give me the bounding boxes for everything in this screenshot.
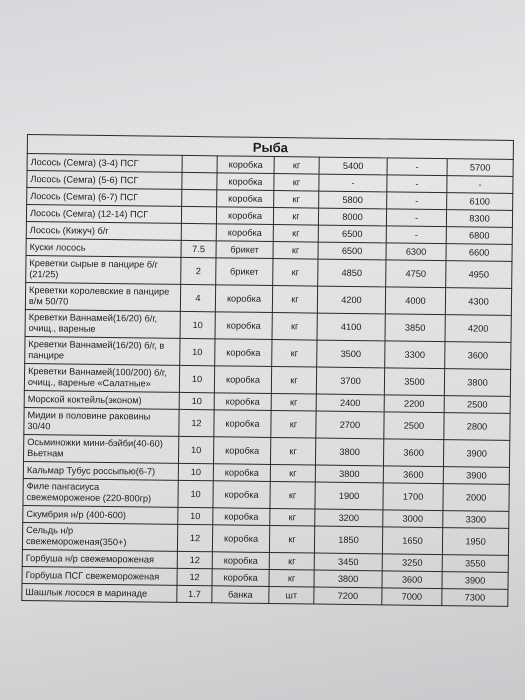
unit-cell: кг: [270, 481, 315, 509]
price-2-cell: 3600: [382, 571, 442, 589]
price-2-cell: 1700: [383, 483, 443, 511]
weight-cell: 10: [178, 436, 213, 463]
packaging-cell: коробка: [213, 464, 270, 482]
price-3-cell: 2800: [444, 413, 510, 441]
unit-cell: кг: [273, 225, 318, 243]
product-name-cell: Лосось (Семга) (12-14) ПСГ: [26, 205, 181, 224]
price-3-cell: -: [447, 176, 513, 194]
weight-cell: 10: [180, 311, 215, 338]
packaging-cell: коробка: [214, 410, 271, 438]
weight-cell: [182, 172, 217, 189]
price-2-cell: -: [386, 226, 446, 244]
unit-cell: кг: [269, 552, 314, 570]
weight-cell: 10: [180, 338, 215, 365]
packaging-cell: коробка: [217, 173, 274, 191]
packaging-cell: коробка: [213, 508, 270, 526]
price-3-cell: 1950: [442, 528, 508, 556]
price-1-cell: -: [319, 174, 387, 192]
unit-cell: кг: [272, 340, 317, 368]
price-1-cell: 3800: [314, 570, 382, 588]
price-3-cell: 4200: [445, 315, 511, 343]
unit-cell: кг: [271, 367, 316, 395]
product-name-cell: Филе пангасиуса свежемороженое (220-800гр): [23, 478, 178, 507]
price-2-cell: -: [387, 158, 447, 176]
price-3-cell: 3900: [442, 572, 508, 590]
price-3-cell: 2000: [443, 484, 509, 512]
product-name-cell: Шашлык лосося в маринаде: [22, 583, 177, 602]
weight-cell: 12: [179, 409, 214, 436]
unit-cell: кг: [271, 394, 316, 412]
product-name-cell: Куски лосось: [26, 238, 181, 257]
product-name-cell: Кальмар Тубус россыпью(6-7): [23, 461, 178, 480]
price-2-cell: 4000: [385, 287, 445, 315]
packaging-cell: коробка: [212, 552, 269, 570]
price-2-cell: 3600: [383, 466, 443, 484]
price-3-cell: 3900: [443, 467, 509, 485]
product-name-cell: Сельдь н/р свежемороженая(350+): [22, 522, 177, 551]
price-1-cell: 3800: [315, 438, 383, 466]
packaging-cell: коробка: [215, 339, 272, 367]
price-2-cell: -: [387, 175, 447, 193]
packaging-cell: коробка: [214, 393, 271, 411]
price-3-cell: 6100: [447, 193, 513, 211]
product-name-cell: Мидии в половине раковины 30/40: [24, 407, 179, 436]
weight-cell: 1.7: [177, 585, 212, 602]
packaging-cell: брикет: [216, 258, 273, 286]
price-3-cell: 4950: [446, 261, 512, 289]
packaging-cell: коробка: [217, 190, 274, 208]
price-1-cell: 3450: [314, 553, 382, 571]
price-3-cell: 5700: [447, 159, 513, 177]
unit-cell: кг: [273, 242, 318, 260]
unit-cell: кг: [270, 464, 315, 482]
table-title: Рыба: [27, 135, 513, 160]
price-1-cell: 1850: [314, 526, 382, 554]
packaging-cell: коробка: [216, 224, 273, 242]
product-name-cell: Скумбрия н/р (400-600): [23, 505, 178, 524]
packaging-cell: коробка: [215, 285, 272, 313]
price-1-cell: 3800: [315, 465, 383, 483]
unit-cell: кг: [270, 438, 315, 466]
weight-cell: [182, 189, 217, 206]
unit-cell: шт: [269, 586, 314, 604]
price-1-cell: 1900: [315, 482, 383, 510]
price-1-cell: 3500: [317, 340, 385, 368]
price-2-cell: 7000: [382, 588, 442, 606]
price-1-cell: 4200: [317, 286, 385, 314]
weight-cell: 4: [180, 284, 215, 311]
packaging-cell: коробка: [213, 437, 270, 465]
price-3-cell: 8300: [446, 210, 512, 228]
price-table-wrapper: [21, 134, 513, 607]
price-3-cell: 3600: [445, 342, 511, 370]
price-3-cell: 3550: [442, 555, 508, 573]
price-1-cell: 4850: [318, 259, 386, 287]
price-2-cell: 3500: [384, 368, 444, 396]
price-2-cell: 3600: [383, 439, 443, 467]
price-2-cell: -: [387, 192, 447, 210]
unit-cell: кг: [274, 174, 319, 192]
price-2-cell: 3250: [382, 554, 442, 572]
weight-cell: 10: [179, 392, 214, 409]
weight-cell: 10: [178, 463, 213, 480]
product-name-cell: Лосось (Семга) (3-4) ПСГ: [27, 154, 182, 173]
weight-cell: [181, 223, 216, 240]
packaging-cell: коробка: [217, 156, 274, 174]
packaging-cell: брикет: [216, 241, 273, 259]
product-name-cell: Морской коктейль(эконом): [24, 390, 179, 409]
price-1-cell: 2400: [316, 394, 384, 412]
price-1-cell: 3200: [315, 509, 383, 527]
price-2-cell: 2200: [384, 395, 444, 413]
packaging-cell: коробка: [212, 569, 269, 587]
weight-cell: 10: [178, 507, 213, 524]
weight-cell: 10: [179, 365, 214, 392]
price-2-cell: 6300: [386, 243, 446, 261]
price-1-cell: 8000: [318, 208, 386, 226]
product-name-cell: Креветки сырые в панцире б/г (21/25): [26, 255, 181, 284]
unit-cell: кг: [274, 191, 319, 209]
unit-cell: кг: [273, 259, 318, 287]
weight-cell: 7.5: [181, 240, 216, 257]
product-name-cell: Креветки Ваннамей(16/20) б/г, очищ., вареные: [25, 309, 180, 338]
product-name-cell: Горбуша н/р свежемороженая: [22, 549, 177, 568]
price-2-cell: 1650: [382, 527, 442, 555]
unit-cell: кг: [272, 286, 317, 314]
weight-cell: 10: [178, 480, 213, 507]
product-name-cell: Лосось (Семга) (5-6) ПСГ: [27, 171, 182, 190]
product-name-cell: Лосось (Кижуч) б/г: [26, 221, 181, 240]
price-1-cell: 6500: [318, 242, 386, 260]
weight-cell: [181, 206, 216, 223]
weight-cell: 12: [177, 568, 212, 585]
unit-cell: кг: [272, 313, 317, 341]
unit-cell: кг: [269, 569, 314, 587]
price-3-cell: 3300: [443, 511, 509, 529]
product-name-cell: Креветки королевские в панцире в/м 50/70: [25, 282, 180, 311]
packaging-cell: коробка: [213, 481, 270, 509]
price-3-cell: 3800: [444, 369, 510, 397]
unit-cell: кг: [270, 508, 315, 526]
packaging-cell: коробка: [215, 312, 272, 340]
price-2-cell: 3000: [383, 510, 443, 528]
price-1-cell: 7200: [314, 587, 382, 605]
price-2-cell: 2500: [384, 412, 444, 440]
packaging-cell: коробка: [216, 207, 273, 225]
weight-cell: 12: [177, 524, 212, 551]
product-name-cell: Креветки Ваннамей(16/20) б/г, в панцире: [25, 336, 180, 365]
price-2-cell: 3850: [385, 314, 445, 342]
price-3-cell: 4300: [445, 288, 511, 316]
weight-cell: 2: [181, 257, 216, 284]
price-3-cell: 3900: [443, 440, 509, 468]
unit-cell: кг: [274, 157, 319, 175]
table-body: [22, 154, 513, 607]
product-name-cell: Горбуша ПСГ свежемороженая: [22, 566, 177, 585]
weight-cell: [182, 155, 217, 172]
product-name-cell: Лосось (Семга) (6-7) ПСГ: [27, 188, 182, 207]
product-name-cell: Креветки Ваннамей(100/200) б/г, очищ., вареные «Салатные»: [24, 363, 179, 392]
price-3-cell: 2500: [444, 396, 510, 414]
price-3-cell: 7300: [442, 589, 508, 607]
price-2-cell: -: [386, 209, 446, 227]
price-1-cell: 4100: [317, 313, 385, 341]
price-1-cell: 5400: [319, 157, 387, 175]
price-1-cell: 6500: [318, 225, 386, 243]
weight-cell: 12: [177, 551, 212, 568]
price-1-cell: 3700: [316, 367, 384, 395]
packaging-cell: коробка: [212, 525, 269, 553]
price-1-cell: 2700: [316, 411, 384, 439]
price-table: [21, 134, 514, 607]
price-2-cell: 3300: [385, 341, 445, 369]
unit-cell: кг: [271, 411, 316, 439]
packaging-cell: коробка: [214, 366, 271, 394]
price-1-cell: 5800: [319, 191, 387, 209]
price-2-cell: 4750: [386, 260, 446, 288]
packaging-cell: банка: [212, 586, 269, 604]
unit-cell: кг: [273, 208, 318, 226]
price-3-cell: 6600: [446, 244, 512, 262]
unit-cell: кг: [269, 525, 314, 553]
product-name-cell: Осьминожки мини-бэйби(40-60) Вьетнам: [23, 434, 178, 463]
price-3-cell: 6800: [446, 227, 512, 245]
